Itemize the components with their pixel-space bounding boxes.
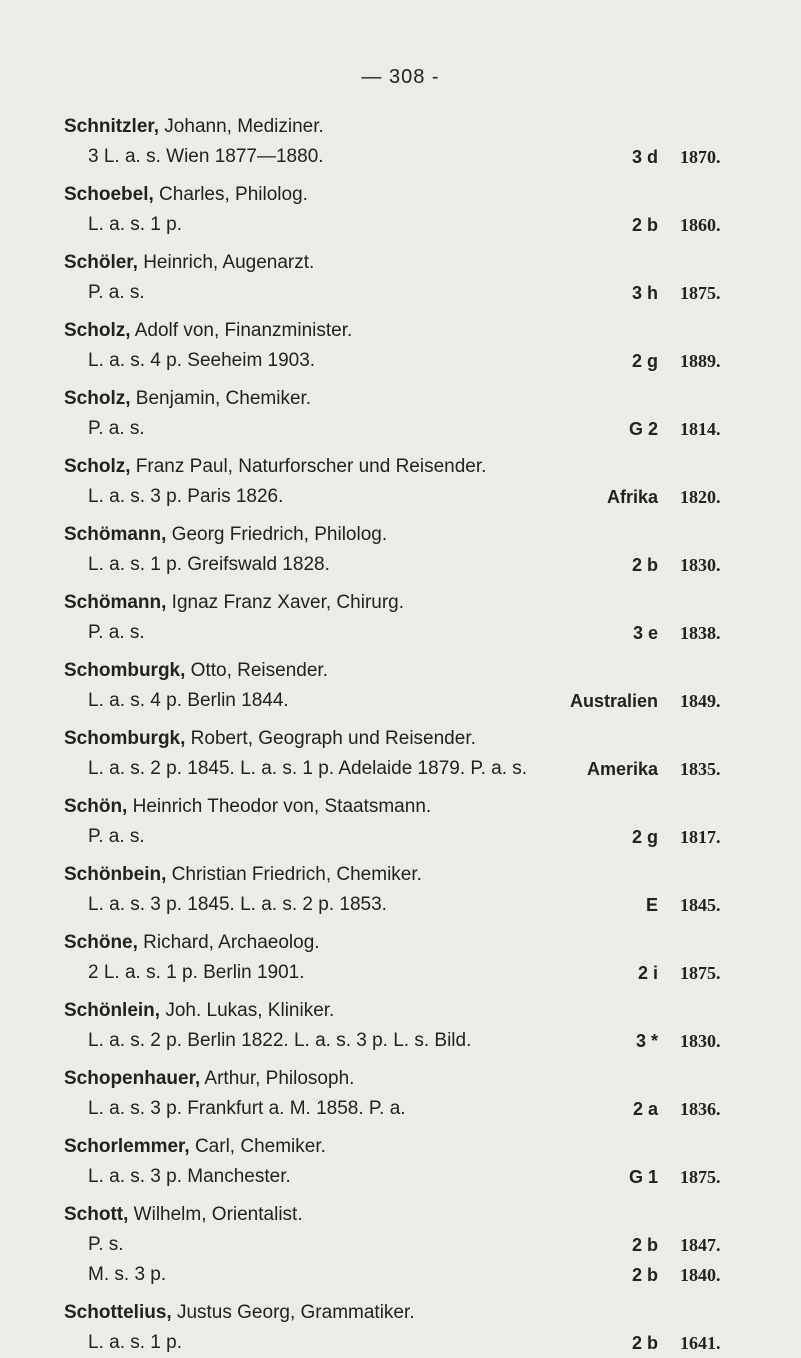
entry-detail-line [64,1162,760,1192]
entry-detail-line [64,142,760,172]
entry-spacer [64,1290,760,1298]
catalog-year: 1875. [680,283,721,303]
entry-heading [64,520,760,550]
catalog-year: 1849. [680,691,721,711]
entry-heading [64,996,760,1026]
entry-spacer [64,784,760,792]
entry-detail-line [64,278,760,308]
item-description: L. a. s. 1 p. Greifswald 1828. [88,554,330,575]
entry-detail-line [64,958,760,988]
catalog-year: 1830. [680,555,721,575]
entry-detail-line [64,686,760,716]
entry-name: Schorlemmer, [64,1136,190,1157]
catalog-location: 2 b [631,1333,658,1353]
catalog-location: 2 b [631,1235,658,1255]
entry-detail-line [64,482,760,512]
entry [64,860,760,920]
entry-detail-line [64,754,760,784]
entry [64,452,760,512]
entry [64,316,760,376]
entry-spacer [64,444,760,452]
item-description: L. a. s. 4 p. Seeheim 1903. [88,350,316,371]
entry-description: Arthur, Philosoph. [200,1068,355,1089]
catalog-year: 1838. [680,623,721,643]
item-description: L. a. s. 1 p. [88,214,182,235]
entry [64,384,760,444]
entry-name: Schomburgk, [64,660,186,681]
item-description: M. s. 3 p. [88,1264,167,1285]
entry-detail-line [64,1026,760,1056]
item-description: 2 L. a. s. 1 p. Berlin 1901. [88,962,305,983]
entry-name: Schömann, [64,592,167,613]
catalog-location: G 1 [628,1167,658,1187]
catalog-year: 1641. [680,1333,721,1353]
entry-spacer [64,172,760,180]
entry [64,588,760,648]
catalog-location: 3 e [632,623,658,643]
catalog-year: 1830. [680,1031,721,1051]
entry-detail-line [64,890,760,920]
entry [64,928,760,988]
entry-description: Adolf von, Finanzminister. [130,320,353,341]
catalog-year: 1875. [680,1167,721,1187]
item-description: L. a. s. 3 p. Frankfurt a. M. 1858. P. a. [88,1098,406,1119]
entry [64,520,760,580]
entry-spacer [64,648,760,656]
catalog-location: E [645,895,658,915]
entry-spacer [64,1056,760,1064]
entry-name: Schönbein, [64,864,167,885]
entry-name: Schömann, [64,524,167,545]
entry-spacer [64,308,760,316]
entry-spacer [64,580,760,588]
entry-description: Christian Friedrich, Chemiker. [166,864,422,885]
page-number: — 308 - [361,66,440,88]
entry-detail-line [64,210,760,240]
entry [64,1200,760,1290]
entry-detail-line [64,1094,760,1124]
catalog-location: 3 * [635,1031,658,1051]
entry-description: Joh. Lukas, Kliniker. [160,1000,335,1021]
entry-list [64,112,760,1358]
catalog-year: 1847. [680,1235,721,1255]
item-description: L. a. s. 2 p. 1845. L. a. s. 1 p. Adelaide 1879. P. a. s. [88,758,528,779]
entry-detail-line [64,550,760,580]
item-description: L. a. s. 3 p. Paris 1826. [88,486,284,507]
catalog-year: 1870. [680,147,721,167]
entry [64,996,760,1056]
entry-detail-line [64,618,760,648]
catalog-year: 1875. [680,963,721,983]
entry-description: Robert, Geograph und Reisender. [185,728,476,749]
item-description: L. a. s. 1 p. [88,1332,182,1353]
catalog-year: 1820. [680,487,721,507]
catalog-location: Australien [569,691,658,711]
entry-heading [64,180,760,210]
entry-detail-line [64,1260,760,1290]
entry-heading [64,1298,760,1328]
item-description: P. s. [88,1234,124,1255]
entry-description: Otto, Reisender. [185,660,328,681]
entry-description: Carl, Chemiker. [189,1136,326,1157]
catalog-location: Amerika [586,759,658,779]
entry-spacer [64,240,760,248]
entry-heading [64,928,760,958]
entry-spacer [64,1124,760,1132]
entry-heading [64,248,760,278]
catalog-location: 2 g [631,351,658,371]
entry [64,112,760,172]
entry-description: Georg Friedrich, Philolog. [166,524,388,545]
entry [64,248,760,308]
catalog-location: 2 g [631,827,658,847]
entry [64,724,760,784]
entry-description: Johann, Mediziner. [159,116,324,137]
entry-description: Benjamin, Chemiker. [130,388,312,409]
item-description: 3 L. a. s. Wien 1877—1880. [88,146,324,167]
entry-name: Schottelius, [64,1302,172,1323]
entry [64,792,760,852]
entry-name: Schnitzler, [64,116,160,137]
entry [64,656,760,716]
catalog-location: 2 a [632,1099,658,1119]
item-description: P. a. s. [88,826,145,847]
entry-name: Schott, [64,1204,129,1225]
entry-detail-line [64,1328,760,1358]
catalog-location: 2 b [631,555,658,575]
entry-name: Schöne, [64,932,138,953]
catalog-year: 1836. [680,1099,721,1119]
entry-description: Ignaz Franz Xaver, Chirurg. [166,592,405,613]
catalog-location: 3 d [631,147,658,167]
catalog-year: 1840. [680,1265,721,1285]
item-description: P. a. s. [88,418,145,439]
entry-heading [64,860,760,890]
catalog-location: G 2 [628,419,658,439]
item-description: L. a. s. 2 p. Berlin 1822. L. a. s. 3 p. L. s. Bild. [88,1030,472,1051]
item-description: L. a. s. 4 p. Berlin 1844. [88,690,289,711]
entry-heading [64,384,760,414]
entry-heading [64,316,760,346]
catalog-location: 2 b [631,215,658,235]
entry-spacer [64,1192,760,1200]
catalog-year: 1835. [680,759,721,779]
entry-heading [64,656,760,686]
entry-name: Schön, [64,796,128,817]
entry [64,1132,760,1192]
entry-description: Wilhelm, Orientalist. [128,1204,303,1225]
item-description: P. a. s. [88,282,145,303]
entry-heading [64,588,760,618]
catalog-year: 1845. [680,895,721,915]
entry-name: Schöler, [64,252,138,273]
entry-detail-line [64,1230,760,1260]
catalog-location: 3 h [631,283,658,303]
entry-name: Scholz, [64,456,131,477]
entry [64,1064,760,1124]
entry-heading [64,112,760,142]
item-description: P. a. s. [88,622,145,643]
entry-description: Justus Georg, Grammatiker. [171,1302,415,1323]
entry-name: Schoebel, [64,184,154,205]
entry-spacer [64,920,760,928]
catalog-year: 1814. [680,419,721,439]
catalog-location: 2 i [637,963,658,983]
entry [64,1298,760,1358]
entry-description: Charles, Philolog. [153,184,308,205]
entry-spacer [64,852,760,860]
entry-description: Heinrich Theodor von, Staatsmann. [127,796,432,817]
entry-heading [64,452,760,482]
entry-spacer [64,512,760,520]
entry-detail-line [64,822,760,852]
entry-heading [64,792,760,822]
entry-detail-line [64,346,760,376]
entry-name: Schomburgk, [64,728,186,749]
item-description: L. a. s. 3 p. Manchester. [88,1166,291,1187]
catalog-location: 2 b [631,1265,658,1285]
entry-description: Richard, Archaeolog. [137,932,320,953]
entry-detail-line [64,414,760,444]
entry-name: Schönlein, [64,1000,161,1021]
entry-spacer [64,376,760,384]
entry-name: Scholz, [64,388,131,409]
entry-description: Heinrich, Augenarzt. [137,252,315,273]
catalog-year: 1817. [680,827,721,847]
entry-name: Scholz, [64,320,131,341]
catalog-year: 1860. [680,215,721,235]
entry-heading [64,1200,760,1230]
entry-heading [64,1064,760,1094]
item-description: L. a. s. 3 p. 1845. L. a. s. 2 p. 1853. [88,894,387,915]
entry-name: Schopenhauer, [64,1068,201,1089]
entry-spacer [64,988,760,996]
catalog-location: Afrika [606,487,658,507]
entry [64,180,760,240]
entry-heading [64,1132,760,1162]
entry-heading [64,724,760,754]
entry-spacer [64,716,760,724]
entry-description: Franz Paul, Naturforscher und Reisender. [130,456,487,477]
catalog-year: 1889. [680,351,721,371]
